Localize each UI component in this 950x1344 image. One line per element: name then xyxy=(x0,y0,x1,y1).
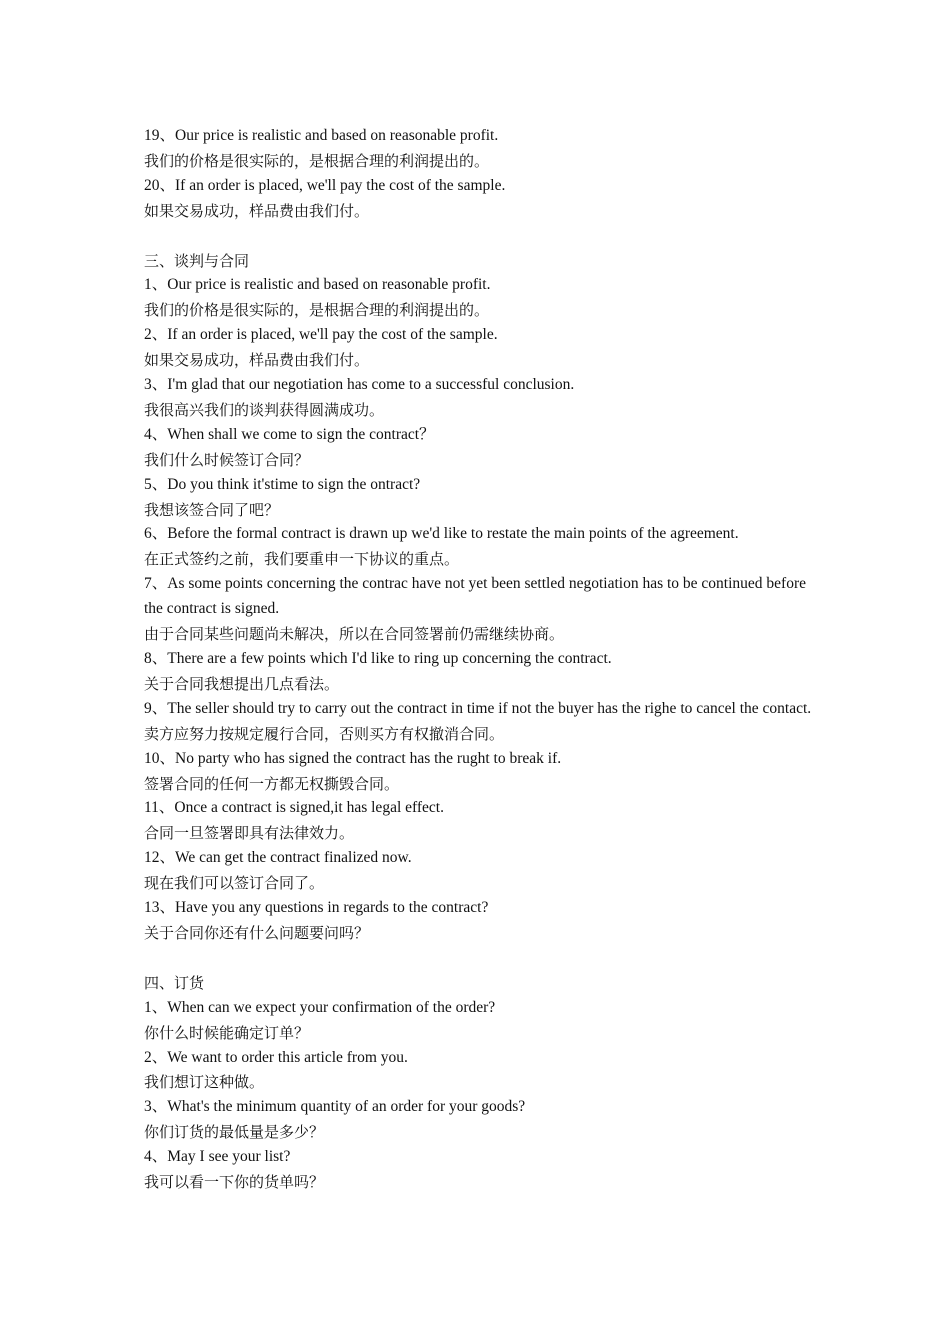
document-page xyxy=(144,124,824,1195)
english-sentence: 2、If an order is placed, we'll pay the cost of the sample. xyxy=(144,326,498,344)
english-sentence: 11、Once a contract is signed,it has legal effect. xyxy=(144,799,444,817)
chinese-translation: 关于合同你还有什么问题要问吗？ xyxy=(144,923,370,942)
english-sentence: 2、We want to order this article from you. xyxy=(144,1048,408,1066)
english-sentence: 19、Our price is realistic and based on reasonable profit. xyxy=(144,127,499,144)
chinese-translation: 现在我们可以签订合同了。 xyxy=(144,874,325,893)
chinese-translation: 卖方应努力按规定履行合同，否则买方有权撤消合同。 xyxy=(144,724,505,743)
english-sentence: 7、As some points concerning the contrac have not yet been settled negotiation has to be continued before the contract is signed. xyxy=(144,575,806,618)
chinese-translation: 签署合同的任何一方都无权撕毁合同。 xyxy=(144,774,400,793)
chinese-translation: 由于合同某些问题尚未解决，所以在合同签署前仍需继续协商。 xyxy=(144,625,565,644)
chinese-translation: 你们订货的最低量是多少？ xyxy=(144,1123,325,1142)
english-sentence: 8、There are a few points which I'd like to ring up concerning the contract. xyxy=(144,650,612,668)
chinese-translation: 你什么时候能确定订单？ xyxy=(144,1023,310,1042)
section-heading: 三、谈判与合同 xyxy=(144,251,250,270)
english-sentence: 5、Do you think it'stime to sign the ontract? xyxy=(144,475,421,493)
blank-line xyxy=(144,224,824,249)
chinese-translation: 我们什么时候签订合同？ xyxy=(144,450,310,469)
chinese-translation: 在正式签约之前，我们要重申一下协议的重点。 xyxy=(144,550,460,569)
chinese-translation: 我们的价格是很实际的，是根据合理的利润提出的。 xyxy=(144,301,490,320)
english-sentence: 20、If an order is placed, we'll pay the cost of the sample. xyxy=(144,176,506,194)
english-sentence: 3、What's the minimum quantity of an order for your goods? xyxy=(144,1098,526,1116)
blank-line xyxy=(144,946,824,971)
chinese-translation: 我可以看一下你的货单吗？ xyxy=(144,1173,325,1192)
english-sentence: 1、When can we expect your confirmation of the order? xyxy=(144,998,496,1016)
chinese-translation: 我想该签合同了吧？ xyxy=(144,500,280,519)
english-sentence: 3、I'm glad that our negotiation has come to a successful conclusion. xyxy=(144,376,575,394)
english-sentence: 4、When shall we come to sign the contract？ xyxy=(144,425,435,443)
chinese-translation: 如果交易成功，样品费由我们付。 xyxy=(144,201,370,220)
chinese-translation: 我们的价格是很实际的，是根据合理的利润提出的。 xyxy=(144,151,490,170)
chinese-translation: 如果交易成功，样品费由我们付。 xyxy=(144,351,370,370)
english-sentence: 4、May I see your list? xyxy=(144,1148,291,1166)
chinese-translation: 我们想订这种做。 xyxy=(144,1073,265,1092)
section-heading: 四、订货 xyxy=(144,973,205,992)
english-sentence: 1、Our price is realistic and based on reasonable profit. xyxy=(144,276,491,294)
english-sentence: 6、Before the formal contract is drawn up we'd like to restate the main points of the agreement. xyxy=(144,525,739,543)
chinese-translation: 关于合同我想提出几点看法。 xyxy=(144,674,340,693)
english-sentence: 12、We can get the contract finalized now. xyxy=(144,849,412,867)
chinese-translation: 合同一旦签署即具有法律效力。 xyxy=(144,824,355,843)
english-sentence: 10、No party who has signed the contract has the rught to break if. xyxy=(144,749,562,767)
english-sentence: 13、Have you any questions in regards to the contract? xyxy=(144,899,489,917)
english-sentence: 9、The seller should try to carry out the contract in time if not the buyer has the righe to cancel the contact. xyxy=(144,699,812,717)
chinese-translation: 我很高兴我们的谈判获得圆满成功。 xyxy=(144,400,385,419)
